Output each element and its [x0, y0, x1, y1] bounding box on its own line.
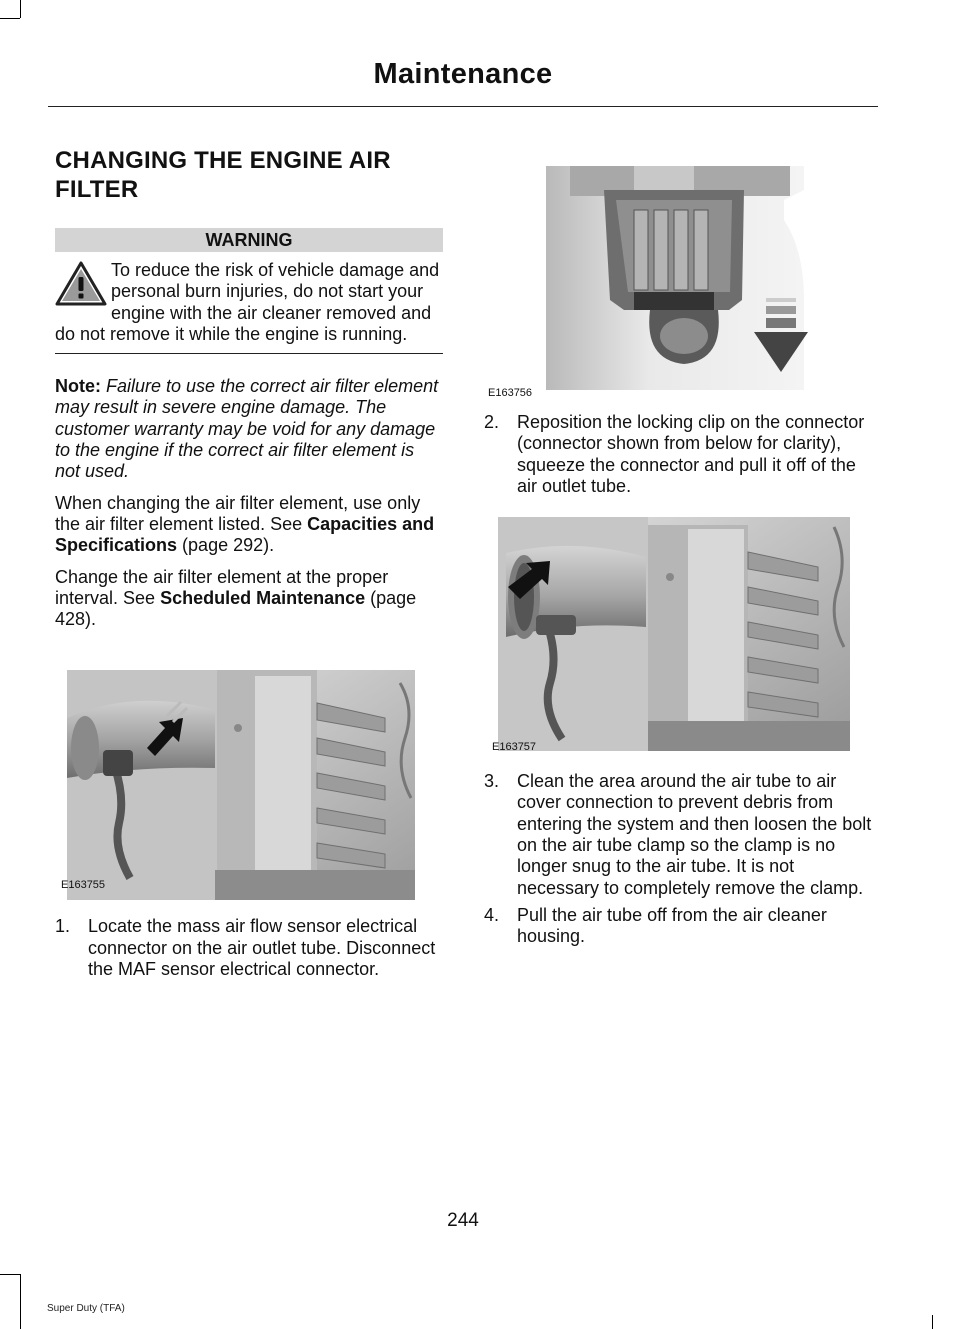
crop-mark — [20, 1274, 21, 1329]
steps-list-left — [55, 916, 443, 980]
note-text: Failure to use the correct air filter element may result in severe engine damage. The customer warranty may be void for any damage to the engine if the correct air filter element is not used. — [55, 376, 439, 482]
step-text: Clean the area around the air tube to air cover connection to prevent debris from entering the system and then loosen the bolt on the air tube clamp so the clamp is no longer snug to the air tube. It is not necessary to completely remove the clamp. — [517, 771, 872, 898]
paragraph-text: Change the air filter element at the proper interval. See — [55, 566, 389, 608]
step-number: 3. — [484, 771, 500, 792]
warning-heading: WARNING — [55, 228, 443, 252]
note-label: Note: — [55, 376, 101, 397]
steps-list-right-b — [484, 771, 876, 947]
step-item — [484, 905, 876, 948]
crop-mark — [20, 0, 21, 18]
step-item — [484, 412, 876, 497]
left-column — [55, 146, 443, 980]
figure-connector-below — [484, 160, 876, 400]
right-column — [484, 160, 876, 948]
figure-maf-connector — [55, 648, 443, 900]
steps-list-right-a — [484, 412, 876, 497]
step-number: 4. — [484, 904, 500, 925]
scheduled-maintenance-link[interactable]: Scheduled Maintenance — [160, 587, 366, 608]
step-item — [484, 771, 876, 899]
note-paragraph — [55, 376, 443, 482]
crop-mark — [0, 18, 20, 19]
figure-locking-clip — [484, 517, 876, 757]
step-text: Pull the air tube off from the air cleaner housing. — [517, 904, 827, 947]
warning-rule — [55, 353, 443, 354]
crop-mark — [932, 1315, 933, 1329]
step-item — [55, 916, 443, 980]
figure-label: E163756 — [488, 387, 533, 399]
page-number: 244 — [447, 1210, 479, 1231]
header-rule — [48, 106, 878, 107]
interval-paragraph — [55, 567, 443, 631]
footer-text: Super Duty (TFA) — [47, 1303, 125, 1314]
paragraph-text: (page 292). — [177, 535, 275, 556]
step-text: Reposition the locking clip on the connector (connector shown from below for clarity), squeeze the connector and pull it off of the air outlet tube. — [517, 412, 865, 496]
paragraph-text: When changing the air filter element, use only the air filter element listed. See — [55, 492, 421, 534]
capacities-link[interactable]: Capacities and Specifications — [55, 513, 435, 556]
connector-below-illustration — [484, 160, 876, 400]
step-number: 1. — [55, 916, 71, 937]
section-title: CHANGING THE ENGINE AIR FILTER — [55, 147, 391, 203]
filter-spec-paragraph — [55, 493, 443, 557]
warning-box — [55, 260, 443, 345]
page-header-title: Maintenance — [373, 58, 553, 90]
maf-connector-illustration — [55, 648, 443, 900]
locking-clip-illustration — [484, 517, 876, 757]
warning-text: To reduce the risk of vehicle damage and personal burn injuries, do not start your engine with the air cleaner removed and do not remove it while the engine is running. — [55, 260, 440, 344]
step-number: 2. — [484, 412, 500, 432]
crop-mark — [0, 1274, 20, 1275]
step-text: Locate the mass air flow sensor electrical connector on the air outlet tube. Disconnect the MAF sensor electrical connector. — [88, 916, 436, 980]
paragraph-text: (page 428). — [55, 587, 417, 630]
figure-label: E163757 — [492, 741, 537, 754]
figure-label: E163755 — [61, 879, 106, 892]
warning-triangle-icon — [55, 261, 107, 307]
